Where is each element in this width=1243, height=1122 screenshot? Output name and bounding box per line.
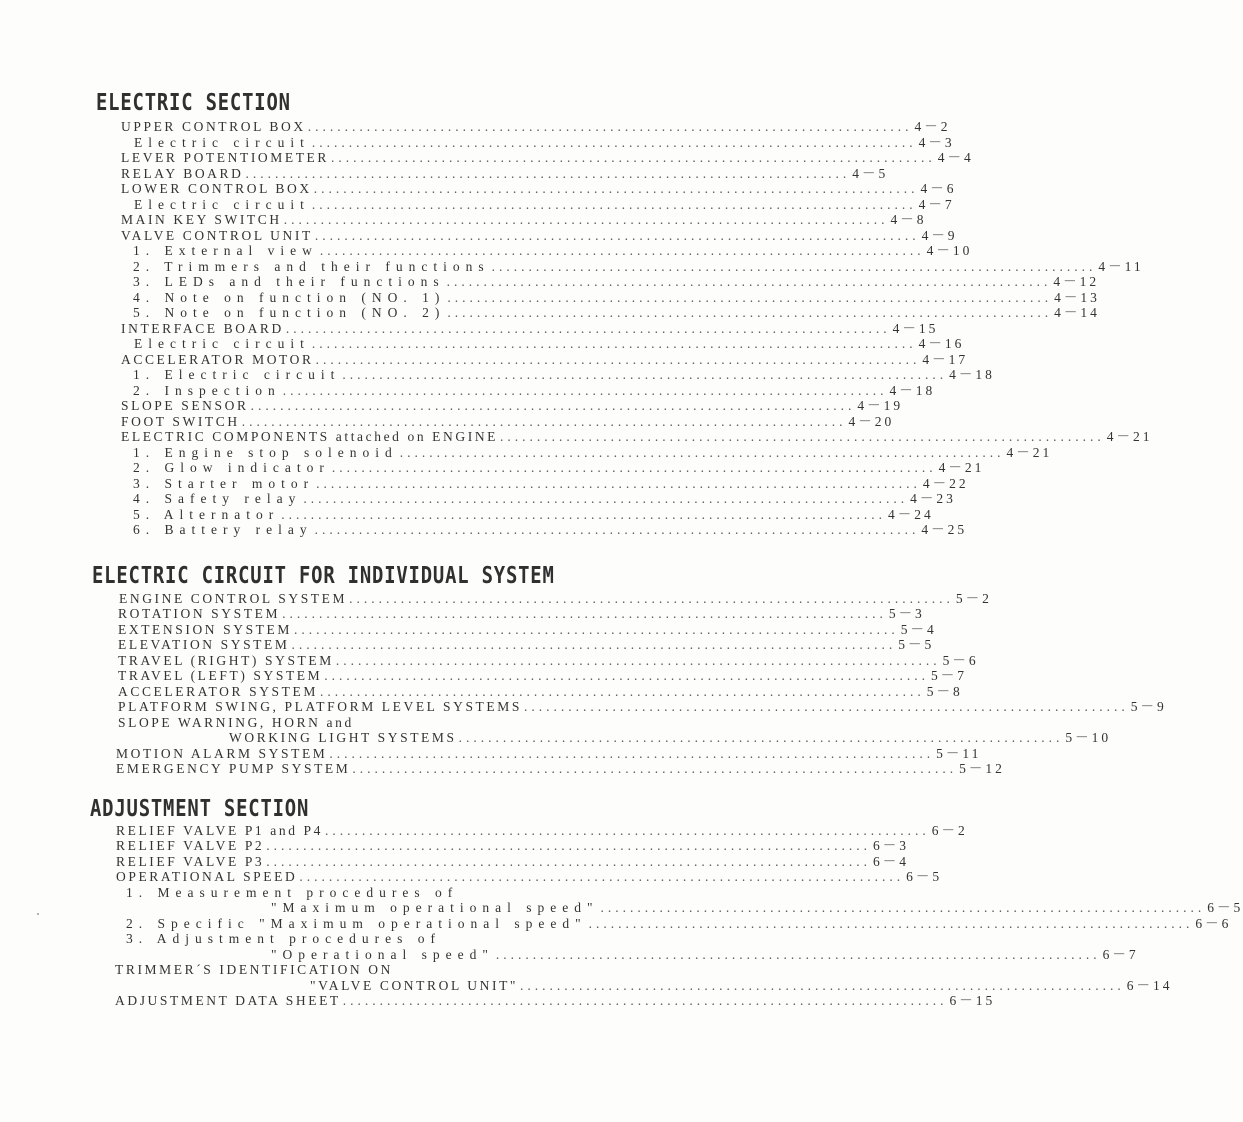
toc-entry [116,823,968,839]
toc-entry-page: 4－7 [918,197,955,212]
toc-entry [133,383,936,399]
toc-entry-label: RELIEF VALVE P1 and P4 [116,823,323,838]
toc-entry-label: 3. LEDs and their functions [133,274,445,289]
toc-entry [126,916,1232,932]
dot-leader: .................................................................................. [523,699,1129,714]
dot-leader: .................................................................................. [307,119,913,134]
toc-entry-label: 6. Battery relay [133,522,313,537]
toc-entry-label: 4. Safety relay [133,491,302,506]
toc-entry-label: LOWER CONTROL BOX [121,181,312,196]
toc-entry-page: 6－3 [873,838,910,853]
toc-entry [134,135,955,151]
toc-entry-label: FOOT SWITCH [121,414,240,429]
dot-leader: .................................................................................. [316,476,921,491]
toc-entry [121,398,904,414]
toc-entry [133,522,968,538]
dot-leader: .................................................................................. [281,507,886,522]
toc-entry-page: 4－21 [1006,445,1053,460]
dot-leader: .................................................................................. [282,383,888,398]
toc-entry [126,885,667,901]
toc-entry [121,414,895,430]
toc-entry-label: ACCELERATOR SYSTEM [118,684,318,699]
dot-leader: .................................................................................. [266,854,872,869]
toc-entry-page: 4－5 [852,166,889,181]
dot-leader: .................................................................................. [342,993,948,1008]
toc-entry-label: 5. Alternator [133,507,280,522]
toc-entry-label: TRAVEL (RIGHT) SYSTEM [118,653,334,668]
section-title-electric-circuit: ELECTRIC CIRCUIT FOR INDIVIDUAL SYSTEM [92,563,555,589]
toc-entry [115,993,996,1009]
toc-entry [116,869,943,885]
dot-leader: .................................................................................. [299,869,905,884]
toc-entry-label: VALVE CONTROL UNIT [121,228,313,243]
toc-entry-label: "Maximum operational speed" [271,900,599,915]
dot-leader: .................................................................................. [520,978,1125,993]
toc-entry-label: SLOPE WARNING, HORN and [118,715,354,730]
toc-entry-page: 6－4 [873,854,910,869]
toc-entry-label: ELEVATION SYSTEM [118,637,290,652]
toc-entry-page: 4－9 [921,228,958,243]
dot-leader: .................................................................................. [600,900,1206,915]
toc-entry-label: RELIEF VALVE P2 [116,838,265,853]
dot-leader: .................................................................................. [314,522,920,537]
toc-entry-page: 4－20 [848,414,895,429]
toc-entry [118,637,935,653]
dot-leader: .................................................................................. [335,653,941,668]
toc-entry [118,653,979,669]
dot-leader: .................................................................................. [329,746,935,761]
dot-leader: .................................................................................. [446,274,1052,289]
toc-entry-page: 4－21 [1106,429,1153,444]
toc-entry-label: EXTENSION SYSTEM [118,622,292,637]
toc-entry-label: OPERATIONAL SPEED [116,869,298,884]
toc-entry [118,699,1167,715]
toc-entry-page: 5－8 [926,684,963,699]
toc-entry-page: 4－2 [914,119,951,134]
dot-leader: .................................................................................. [447,305,1053,320]
toc-entry-page: 4－17 [922,352,969,367]
toc-entry-page: 5－5 [898,637,935,652]
dot-leader: .................................................................................. [491,259,1097,274]
toc-entry-page: 4－16 [918,336,965,351]
toc-entry-page: 5－9 [1130,699,1167,714]
toc-entry [115,962,667,978]
toc-entry-label: 2. Glow indicator [133,460,330,475]
toc-entry-label: ADJUSTMENT DATA SHEET [115,993,341,1008]
section-title-electric: ELECTRIC SECTION [96,90,291,116]
dot-leader: .................................................................................. [291,637,897,652]
toc-entry-page: 4－4 [937,150,974,165]
toc-entry-label: 2. Trimmers and their functions [133,259,490,274]
toc-entry [116,854,910,870]
dot-leader: .................................................................................. [399,445,1005,460]
toc-entry-label: 2. Specific "Maximum operational speed" [126,916,587,931]
toc-entry-page: 6－5 [906,869,943,884]
toc-entry-page: 4－8 [890,212,927,227]
dot-leader: .................................................................................. [311,336,917,351]
dot-leader: .................................................................................. [319,243,925,258]
scan-speck [37,913,39,915]
toc-entry [133,476,969,492]
toc-entry-page: 5－10 [1065,730,1112,745]
dot-leader: .................................................................................. [588,916,1194,931]
toc-entry-page: 4－18 [949,367,995,382]
toc-entry [126,931,667,947]
toc-entry [121,429,1153,445]
toc-entry [118,622,937,638]
toc-entry [121,212,927,228]
toc-entry-page: 5－12 [959,761,1005,776]
dot-leader: .................................................................................. [282,606,887,621]
toc-entry-label: INTERFACE BOARD [121,321,284,336]
dot-leader: .................................................................................. [319,684,925,699]
toc-entry-page: 4－23 [910,491,956,506]
toc-entry-page: 6－6 [1195,916,1232,931]
dot-leader: .................................................................................. [314,228,920,243]
dot-leader: .................................................................................. [250,398,856,413]
dot-leader: .................................................................................. [331,150,936,165]
toc-entry-label: EMERGENCY PUMP SYSTEM [116,761,351,776]
dot-leader: .................................................................................. [349,591,954,606]
dot-leader: .................................................................................. [311,197,917,212]
dot-leader: .................................................................................. [342,367,948,382]
toc-entry [134,336,965,352]
toc-entry-label: Electric circuit [134,336,310,351]
toc-entry [121,228,958,244]
dot-leader: .................................................................................. [266,838,872,853]
toc-entry-page: 4－11 [1098,259,1144,274]
toc-entry-page: 5－4 [900,622,937,637]
toc-entry-page: 4－21 [938,460,985,475]
toc-entry [133,259,1144,275]
toc-entry-label: ACCELERATOR MOTOR [121,352,314,367]
toc-entry-label: 1. Engine stop solenoid [133,445,398,460]
toc-entry [133,507,934,523]
toc-entry-label: UPPER CONTROL BOX [121,119,306,134]
toc-entry-page: 6－14 [1126,978,1173,993]
toc-entry-page: 5－6 [942,653,979,668]
toc-entry [133,367,995,383]
toc-entry-label: ENGINE CONTROL SYSTEM [119,591,348,606]
toc-entry [121,352,969,368]
dot-leader: .................................................................................. [293,622,899,637]
toc-entry-label: TRAVEL (LEFT) SYSTEM [118,668,323,683]
toc-entry [133,243,973,259]
toc-entry-page: 4－3 [918,135,955,150]
toc-entry-label: "Operational speed" [271,947,494,962]
toc-entry-label: 3. Starter motor [133,476,315,491]
toc-entry-label: SLOPE SENSOR [121,398,249,413]
toc-entry-label: PLATFORM SWING, PLATFORM LEVEL SYSTEMS [118,699,522,714]
toc-entry-label: ROTATION SYSTEM [118,606,281,621]
toc-entry-page: 4－10 [926,243,973,258]
toc-entry-page: 4－18 [889,383,936,398]
toc-entry-page: 4－14 [1054,305,1100,320]
dot-leader: .................................................................................. [324,668,930,683]
toc-entry [133,445,1053,461]
toc-entry-page: 4－15 [892,321,939,336]
toc-entry [133,274,1100,290]
toc-entry [229,730,1112,746]
toc-entry-page: 6－7 [1102,947,1139,962]
toc-entry-label: Electric circuit [134,135,310,150]
toc-entry [121,119,951,135]
toc-entry-label: MAIN KEY SWITCH [121,212,282,227]
toc-entry-page: 5－11 [936,746,982,761]
toc-entry [121,166,889,182]
dot-leader: .................................................................................. [315,352,921,367]
toc-entry-label: 3. Adjustment procedures of [126,931,441,946]
toc-entry-page: 6－2 [931,823,968,838]
toc-entry-page: 4－19 [857,398,904,413]
toc-entry-label: RELAY BOARD [121,166,244,181]
dot-leader: .................................................................................. [331,460,937,475]
toc-entry-label: TRIMMER´S IDENTIFICATION ON [115,962,393,977]
toc-entry-label: LEVER POTENTIOMETER [121,150,330,165]
toc-entry-page: 4－25 [921,522,968,537]
toc-entry-page: 5－7 [931,668,968,683]
toc-entry-label: 5. Note on function (NO. 2) [133,305,446,320]
toc-entry-page: 4－12 [1053,274,1100,289]
dot-leader: .................................................................................. [245,166,851,181]
toc-entry-page: 4－13 [1054,290,1100,305]
toc-entry [310,978,1173,994]
toc-entry-label: WORKING LIGHT SYSTEMS [229,730,457,745]
dot-leader: .................................................................................. [313,181,919,196]
toc-entry [118,606,925,622]
dot-leader: .................................................................................. [500,429,1105,444]
dot-leader: .................................................................................. [303,491,909,506]
toc-entry [134,197,955,213]
dot-leader: .................................................................................. [285,321,891,336]
dot-leader: .................................................................................. [447,290,1053,305]
toc-entry [271,947,1139,963]
toc-entry-page: 5－3 [888,606,925,621]
dot-leader: .................................................................................. [283,212,889,227]
toc-entry [116,746,982,762]
dot-leader: .................................................................................. [311,135,917,150]
toc-entry-label: RELIEF VALVE P3 [116,854,265,869]
toc-entry-page: 6－15 [949,993,996,1008]
toc-entry-label: MOTION ALARM SYSTEM [116,746,328,761]
toc-entry-label: "VALVE CONTROL UNIT" [310,978,519,993]
toc-entry [121,181,957,197]
toc-entry [133,491,956,507]
toc-entry [116,761,1005,777]
toc-entry [271,900,1243,916]
toc-entry [118,684,963,700]
dot-leader: .................................................................................. [458,730,1064,745]
toc-entry [116,838,910,854]
toc-entry-label: 4. Note on function (NO. 1) [133,290,446,305]
toc-entry [121,321,939,337]
toc-entry-label: 1. Measurement procedures of [126,885,459,900]
toc-entry-page: 6－5 [1207,900,1243,915]
toc-entry-label: ELECTRIC COMPONENTS attached on ENGINE [121,429,499,444]
section-title-adjustment: ADJUSTMENT SECTION [90,796,310,822]
toc-entry-label: 1. External view [133,243,318,258]
toc-entry-label: 1. Electric circuit [133,367,341,382]
toc-entry-label: Electric circuit [134,197,310,212]
toc-entry [118,715,669,731]
toc-entry [133,460,985,476]
toc-entry-page: 4－6 [920,181,957,196]
dot-leader: .................................................................................. [241,414,847,429]
dot-leader: .................................................................................. [324,823,930,838]
toc-entry-page: 5－2 [955,591,992,606]
toc-entry [133,305,1100,321]
dot-leader: .................................................................................. [495,947,1101,962]
toc-entry [119,591,992,607]
toc-entry-page: 4－24 [887,507,934,522]
toc-entry-label: 2. Inspection [133,383,281,398]
toc-entry [133,290,1100,306]
toc-entry [118,668,968,684]
toc-entry-page: 4－22 [922,476,969,491]
dot-leader: .................................................................................. [352,761,958,776]
toc-entry [121,150,974,166]
